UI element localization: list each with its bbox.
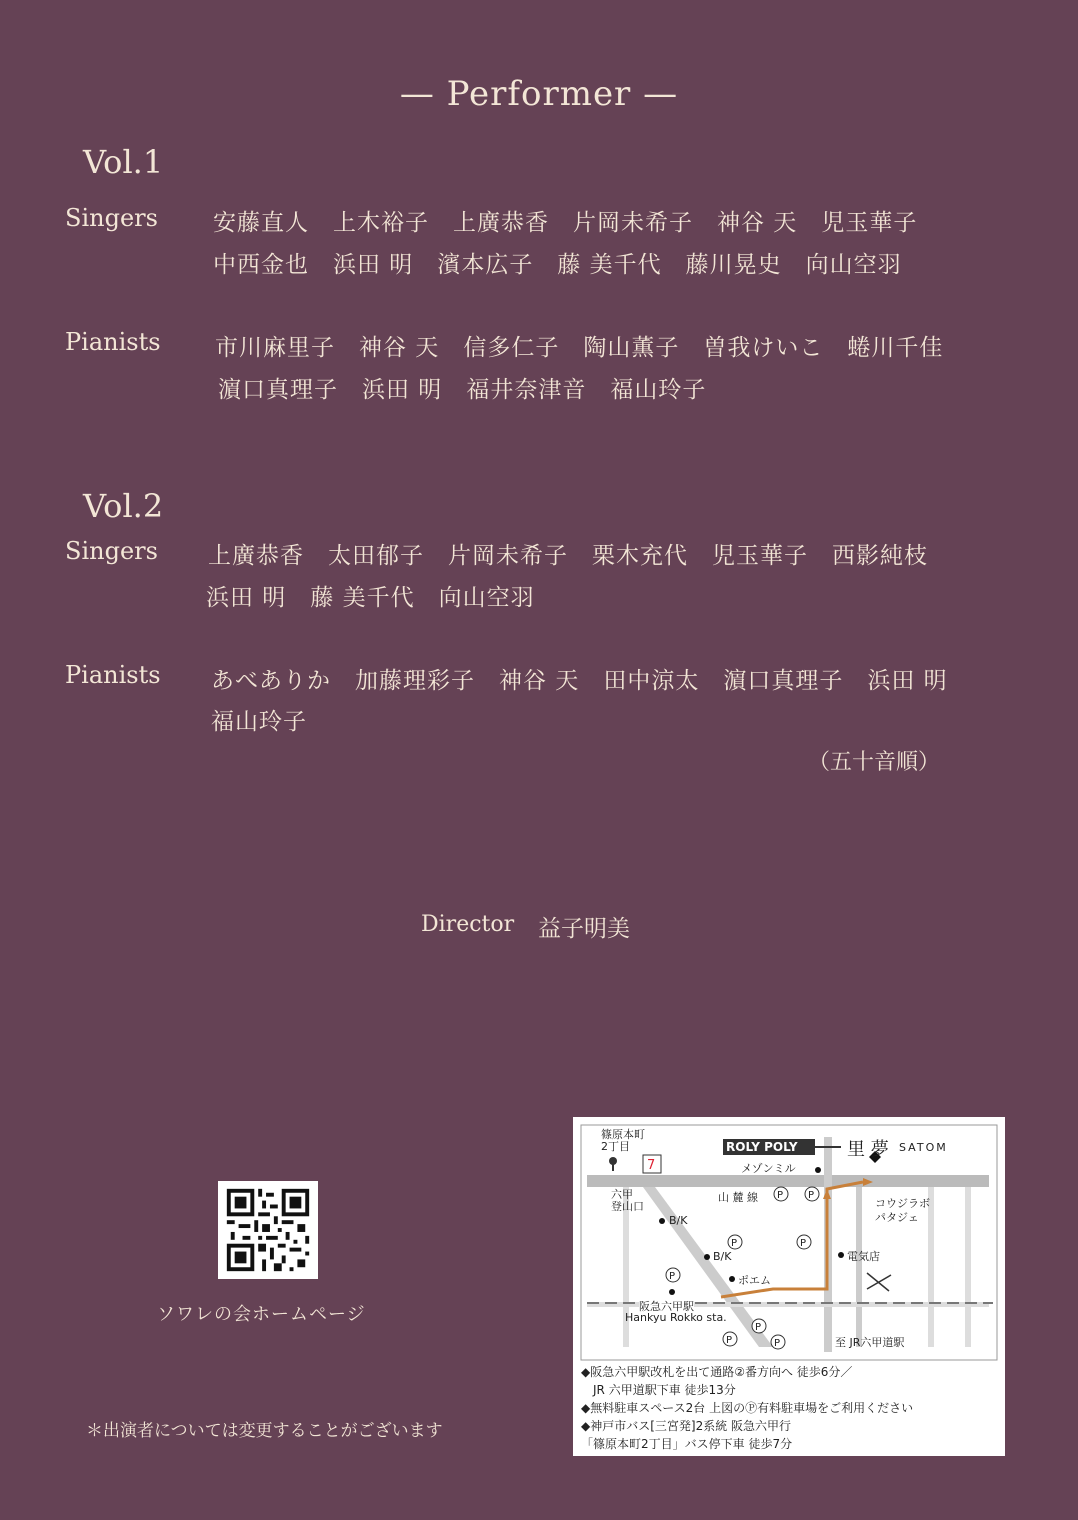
performer-name: 向山空羽 — [805, 252, 902, 278]
map-label-bk1: B/K — [669, 1214, 688, 1227]
map-label-poem: ポエム — [738, 1274, 771, 1287]
performer-name: 曽我けいこ — [703, 335, 824, 361]
svg-text:P: P — [774, 1338, 781, 1349]
page-title: — Performer — — [399, 74, 679, 114]
performer-name: 片岡未希子 — [448, 543, 568, 569]
performer-name: 濵口真理子 — [723, 668, 844, 694]
map-label-denki: 電気店 — [847, 1250, 880, 1263]
performer-name: 児玉華子 — [821, 210, 918, 236]
map-direction-5: 「篠原本町2丁目」バス停下車 徒歩7分 — [581, 1437, 793, 1451]
performer-name: 片岡未希子 — [573, 210, 693, 236]
map-direction-3: ◆無料駐車スペース2台 上図のⓅ有料駐車場をご利用ください — [581, 1401, 914, 1415]
svg-text:7: 7 — [647, 1158, 656, 1173]
map-label-rokko-tozan: 六甲 登山口 — [611, 1188, 644, 1213]
svg-text:P: P — [800, 1238, 807, 1249]
access-map — [573, 1117, 1005, 1456]
map-direction-2: JR 六甲道駅下車 徒歩13分 — [581, 1383, 736, 1397]
performer-name: 西影純枝 — [832, 543, 928, 569]
vol1-pianists-line2 — [218, 371, 730, 404]
performer-name: 栗木充代 — [592, 543, 688, 569]
performer-name: 藤 美千代 — [310, 585, 415, 611]
performer-name: 上木裕子 — [333, 210, 429, 236]
vol2-pianists-line2 — [211, 703, 331, 736]
performer-name: 神谷 天 — [499, 668, 580, 694]
performer-name: 蜷川千佳 — [847, 335, 944, 361]
director-label: Director — [421, 912, 515, 937]
performer-name: 濵口真理子 — [218, 377, 338, 403]
performer-name: 浜田 明 — [333, 252, 414, 278]
performer-name: 上廣恭香 — [453, 210, 549, 236]
footnote: ＊出演者については変更することがございます — [86, 1421, 443, 1441]
svg-text:P: P — [808, 1190, 815, 1201]
performer-name: 浜田 明 — [206, 585, 287, 611]
director-name: 益子明美 — [538, 916, 630, 942]
map-label-maison: メゾンミル — [741, 1162, 796, 1175]
vol2-heading: Vol.2 — [83, 487, 164, 525]
map-label-satom: 里 夢 — [847, 1139, 889, 1160]
performer-name: 加藤理彩子 — [355, 668, 475, 694]
performer-name: 上廣恭香 — [208, 543, 304, 569]
performer-name: 信多仁子 — [463, 335, 560, 361]
performer-name: 神谷 天 — [717, 210, 798, 236]
performer-name: 藤 美千代 — [557, 252, 662, 278]
performer-name: 浜田 明 — [867, 668, 948, 694]
map-label-shinohara: 篠原本町 2丁目 — [601, 1128, 645, 1153]
vol1-pianists-label: Pianists — [65, 328, 161, 356]
map-direction-1: ◆阪急六甲駅改札を出て通路②番方向へ 徒歩6分／ — [581, 1365, 853, 1379]
homepage-qr-code[interactable] — [218, 1181, 318, 1279]
map-label-satom-sub: SATOM — [899, 1141, 948, 1154]
vol2-pianists-label: Pianists — [65, 661, 161, 689]
performer-name: 市川麻里子 — [215, 335, 335, 361]
vol1-heading: Vol.1 — [83, 143, 164, 181]
vol2-singers-label: Singers — [65, 537, 158, 565]
svg-text:P: P — [755, 1322, 762, 1333]
svg-text:P: P — [777, 1190, 784, 1201]
vol2-singers-line2 — [206, 579, 559, 612]
performer-name: 神谷 天 — [359, 335, 440, 361]
performer-name: 児玉華子 — [712, 543, 808, 569]
performer-name: 陶山薫子 — [583, 335, 680, 361]
vol2-pianists-line1 — [211, 662, 972, 695]
performer-name: 中西金也 — [213, 252, 309, 278]
performer-name: 濱本広子 — [437, 252, 534, 278]
svg-text:P: P — [669, 1271, 676, 1282]
performer-name: 太田郁子 — [328, 543, 424, 569]
map-label-hankyu-en: Hankyu Rokko sta. — [625, 1311, 727, 1324]
order-note: （五十音順） — [808, 750, 941, 775]
map-label-hankyu: 阪急六甲駅 — [639, 1300, 694, 1313]
map-label-rolypoly: ROLY POLY — [726, 1140, 798, 1154]
performer-name: 福井奈津音 — [466, 377, 587, 403]
vol1-singers-line1 — [213, 204, 941, 237]
performer-name: 藤川晃史 — [685, 252, 782, 278]
vol1-singers-line2 — [213, 246, 926, 279]
map-direction-4: ◆神戸市バス[三宮発]2系統 阪急六甲行 — [581, 1419, 792, 1433]
map-label-bk2: B/K — [713, 1250, 732, 1263]
vol1-pianists-line1 — [215, 329, 967, 362]
performer-name: 安藤直人 — [213, 210, 309, 236]
map-label-kouji: コウジラボ パタジェ — [875, 1197, 930, 1224]
svg-text:P: P — [726, 1335, 733, 1346]
qr-code-icon — [218, 1181, 318, 1279]
map-label-jr: 至 JR六甲道駅 — [835, 1336, 905, 1349]
performer-name: あべありか — [211, 668, 331, 694]
performer-name: 浜田 明 — [362, 377, 443, 403]
map-label-yamate: 山 麓 線 — [718, 1191, 758, 1204]
performer-name: 福山玲子 — [211, 709, 307, 735]
homepage-label: ソワレの会ホームページ — [157, 1304, 366, 1325]
svg-text:P: P — [731, 1238, 738, 1249]
vol2-singers-line1 — [208, 537, 952, 570]
performer-name: 田中涼太 — [603, 668, 700, 694]
vol1-singers-label: Singers — [65, 204, 158, 232]
performer-name: 福山玲子 — [610, 377, 707, 403]
performer-name: 向山空羽 — [438, 585, 535, 611]
